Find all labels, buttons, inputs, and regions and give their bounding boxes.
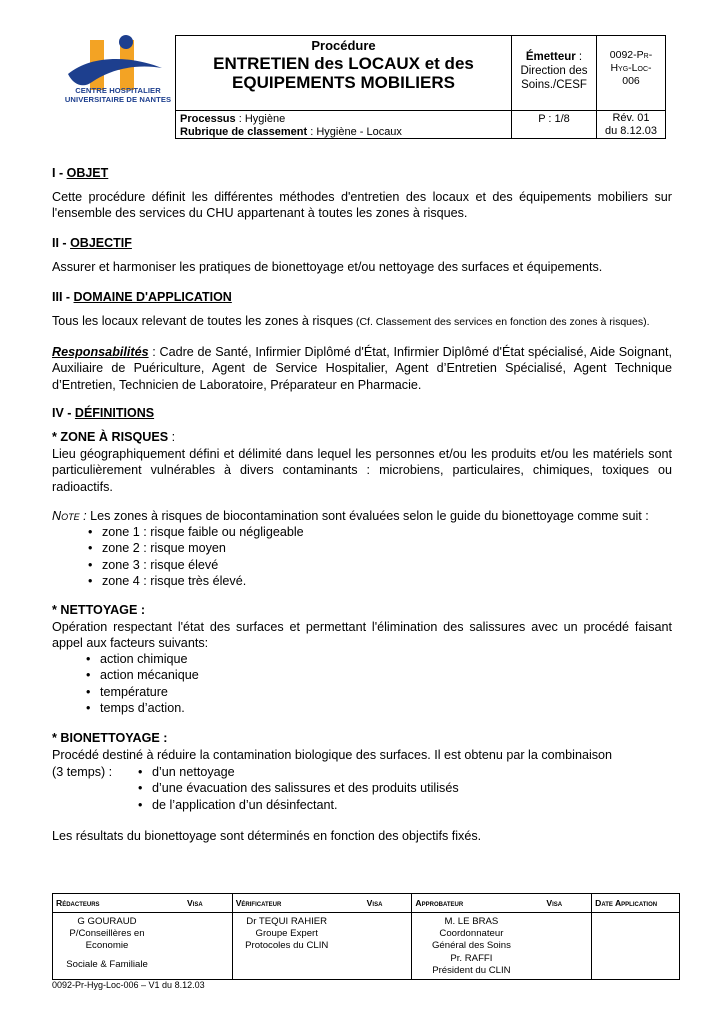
redacteurs-label: Rédacteurs (56, 898, 100, 908)
ref-dash1: - (648, 49, 653, 61)
responsabilites-text (52, 344, 672, 393)
title-line1: ENTRETIEN des LOCAUX et des (213, 54, 474, 73)
domaine-reference-text: (Cf. Classement des services en fonction des zones à risques). (353, 316, 650, 328)
list-item: • zone 1 : risque faible ou négligeable (88, 524, 304, 540)
zone-title-suffix: : (168, 430, 176, 444)
process-label: Processus (180, 113, 236, 125)
ref-number: 006 (622, 75, 640, 87)
procedure-label: Procédure (311, 38, 376, 53)
list-item: • d’une évacuation des salissures et des produits utilisés (138, 780, 459, 796)
section-domaine-heading (52, 290, 232, 304)
list-item: • temps d’action. (86, 700, 199, 716)
responsabilites-list: : Cadre de Santé, Infirmier Diplômé d'État, Infirmier Diplômé d'État spécialisé, Aide Soignant, Auxiliaire de Puériculture, Agent de Service Hospitalier, Agent d’Entretien Spécialisé, Agent Technique d’Entretien, Technicien de Laboratoire, Préparateur en Pharmacie. (52, 345, 672, 392)
ref-dash2: - (648, 62, 652, 74)
visa-label: Visa (186, 898, 203, 908)
zone-title: * ZONE À RISQUES (52, 430, 169, 444)
section-objectif-heading (52, 236, 132, 250)
page-number: P : 1/8 (511, 110, 597, 139)
domaine-text (52, 313, 672, 330)
domaine-main-text: Tous les locaux relevant de toutes les zones à risques (52, 314, 354, 328)
responsabilites-label: Responsabilités (52, 345, 149, 359)
list-item: • zone 2 : risque moyen (88, 540, 304, 556)
emitter-value: Direction des Soins./CESF (520, 65, 588, 91)
redacteur-role: P/Conseillères en (69, 928, 145, 940)
section-title: DOMAINE D'APPLICATION (73, 290, 232, 304)
nettoyage-list (86, 651, 199, 716)
list-item: • d’un nettoyage (138, 764, 459, 780)
bionettoyage-list (138, 764, 459, 813)
emitter-cell (511, 35, 597, 111)
date-application-header (592, 894, 680, 913)
visa-label: Visa (366, 898, 383, 908)
title-line2: EQUIPEMENTS MOBILIERS (232, 73, 455, 92)
visa-label: Visa (546, 898, 563, 908)
list-item: • zone 3 : risque élevé (88, 557, 304, 573)
revision-number: Rév. 01 (612, 112, 650, 124)
approbateur-cell (412, 913, 592, 980)
approbateur-role: Président du CLIN (432, 964, 511, 976)
section-title: OBJET (66, 166, 109, 180)
ref-pr: Pr (636, 49, 649, 61)
signature-table (52, 893, 680, 980)
verificateur-header (232, 894, 412, 913)
section-number: III - (52, 290, 74, 304)
bionettoyage-text: Procédé destiné à réduire la contamination biologique des surfaces. Il est obtenu par la combinaison (52, 748, 613, 762)
zone-list (88, 524, 304, 589)
logo-line1: CENTRE HOSPITALIER (75, 86, 161, 95)
verificateur-role: Protocoles du CLIN (245, 940, 329, 952)
process-cell (175, 110, 512, 139)
section-definitions-heading (52, 406, 154, 420)
logo-line2: UNIVERSITAIRE DE NANTES (64, 95, 172, 104)
process-value: : Hygiène (235, 113, 286, 125)
list-item: • de l’application d’un désinfectant. (138, 797, 459, 813)
verificateur-cell (232, 913, 412, 980)
rubrique-value: : Hygiène - Locaux (307, 126, 402, 138)
header-title-cell (175, 35, 512, 111)
nettoyage-text: Opération respectant l'état des surfaces et permettant l'élimination des salissures avec un procédé faisant appel aux facteurs suivants: (52, 620, 672, 651)
list-item: • température (86, 684, 199, 700)
revision-cell (596, 110, 666, 139)
bionettoyage-conclusion: Les résultats du bionettoyage sont déterminés en fonction des objectifs fixés. (52, 829, 482, 843)
section-title: DÉFINITIONS (74, 406, 155, 420)
redacteur-role: Sociale & Familiale (66, 958, 148, 970)
footer-reference: 0092-Pr-Hyg-Loc-006 – V1 du 8.12.03 (52, 980, 205, 990)
date-application-cell (592, 913, 680, 980)
approbateur-name: Pr. RAFFI (450, 952, 493, 964)
approbateur-role: Coordonnateur (439, 928, 504, 940)
approbateur-name: M. LE BRAS (444, 916, 499, 927)
approbateur-label: Approbateur (415, 898, 464, 908)
section-objet-heading (52, 166, 108, 180)
verificateur-role: Groupe Expert (255, 928, 318, 940)
approbateur-role: Général des Soins (431, 940, 511, 952)
section-number: I - (52, 166, 67, 180)
rubrique-label: Rubrique de classement (180, 126, 308, 138)
zone-note (52, 508, 672, 524)
section-number: II - (52, 236, 71, 250)
approbateur-header (412, 894, 592, 913)
redacteur-name: G GOURAUD (77, 916, 137, 927)
verificateur-name: Dr TEQUI RAHIER (246, 916, 328, 927)
date-application-label: Date Application (595, 898, 658, 908)
bionettoyage-heading: * BIONETTOYAGE : (52, 731, 168, 745)
section-title: OBJECTIF (70, 236, 132, 250)
revision-date: du 8.12.03 (605, 125, 657, 137)
logo-text (60, 86, 176, 104)
emitter-sep: : (575, 51, 583, 63)
document-title (176, 54, 511, 92)
zone-text: Lieu géographiquement défini et délimité dans lequel les personnes et/ou les produits et/ou les matériels sont particulièrement vulnérables à divers contaminants : microbiens, particulaires, chimiques, toxiques ou radioactifs. (52, 447, 672, 494)
reference-cell (596, 35, 666, 111)
redacteur-role: Economie (85, 940, 129, 952)
emitter-label: Émetteur (525, 51, 576, 63)
list-item: • zone 4 : risque très élevé. (88, 573, 304, 589)
list-item: • action chimique (86, 651, 199, 667)
note-text: Les zones à risques de biocontamination sont évaluées selon le guide du bionettoyage comme suit : (86, 509, 649, 523)
zone-heading (52, 430, 175, 444)
ref-prefix: 0092- (609, 49, 637, 61)
section-number: IV - (52, 406, 75, 420)
redacteurs-header (53, 894, 233, 913)
ref-hyg-loc: Hyg-Loc (610, 62, 649, 74)
objet-text: Cette procédure définit les différentes méthodes d'entretien des locaux et des équipements mobiliers sur l'ensemble des services du CHU appartenant à toutes les zones à risques. (52, 190, 672, 221)
bionettoyage-temps: (3 temps) : (52, 765, 113, 779)
note-label: Note : (52, 509, 87, 523)
objectif-text: Assurer et harmoniser les pratiques de bionettoyage et/ou nettoyage des surfaces et équipements. (52, 260, 603, 274)
nettoyage-heading: * NETTOYAGE : (52, 603, 146, 617)
list-item: • action mécanique (86, 667, 199, 683)
redacteurs-cell (53, 913, 233, 980)
verificateur-label: Vérificateur (235, 898, 282, 908)
